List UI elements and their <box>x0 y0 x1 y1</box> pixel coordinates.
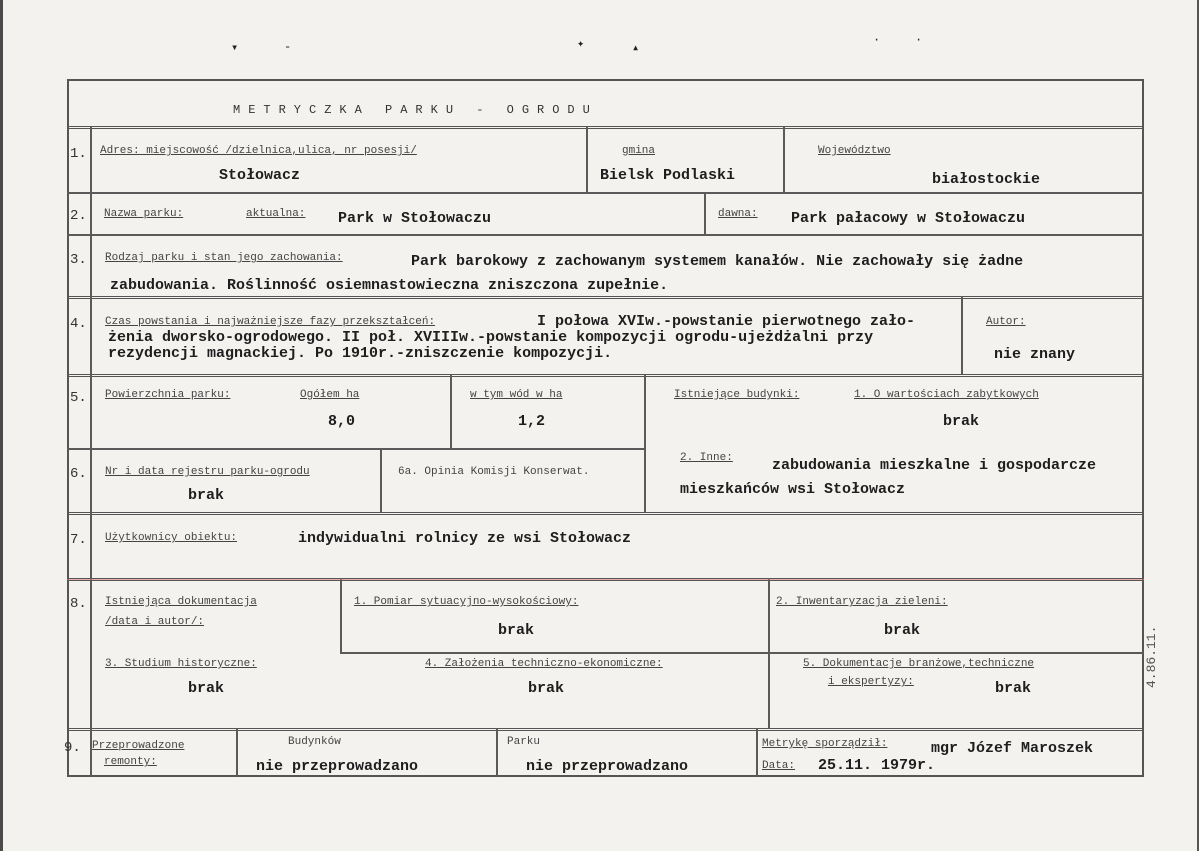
prepared-by-label: Metrykę sporządził: <box>762 738 888 750</box>
scan-speck: ▴ <box>632 41 640 55</box>
prepared-by-value: mgr Józef Maroszek <box>931 740 1094 757</box>
users-label: Użytkownicy obiektu: <box>105 532 238 544</box>
industry-docs-sublabel: i ekspertyzy: <box>828 676 914 688</box>
rule <box>961 296 963 374</box>
address-label: Adres: miejscowość /dzielnica,ulica, nr posesji/ <box>100 145 417 157</box>
park-name-label: Nazwa parku: <box>104 208 184 220</box>
survey-label: 1. Pomiar sytuacyjno-wysokościowy: <box>354 596 579 608</box>
other-buildings-line-1: zabudowania mieszkalne i gospodarcze <box>772 457 1097 474</box>
rule <box>783 126 785 192</box>
other-buildings-label: 2. Inne: <box>680 452 733 464</box>
rule <box>768 578 770 728</box>
historical-study-value: brak <box>188 680 225 697</box>
other-buildings-line-2: mieszkańców wsi Stołowacz <box>680 481 906 498</box>
rule <box>67 374 1144 377</box>
scan-speck: ✦ <box>577 37 585 51</box>
rule <box>67 234 1144 236</box>
industry-docs-value: brak <box>995 680 1032 697</box>
park-type-label: Rodzaj parku i stan jego zachowania: <box>105 252 343 264</box>
history-line-1: I połowa XVIw.-powstanie pierwotnego zało- <box>537 313 916 330</box>
water-area-value: 1,2 <box>518 413 546 430</box>
rule <box>756 728 758 777</box>
margin-handwritten-note: 4.86.11. <box>1144 625 1159 688</box>
scan-color-line <box>67 579 1144 580</box>
row-number: 6. <box>70 466 87 482</box>
documentation-sublabel: /data i autor/: <box>105 616 205 628</box>
scan-speck: - <box>284 40 292 54</box>
buildings-renovation-value: nie przeprowadzano <box>256 758 419 775</box>
rule <box>586 126 588 192</box>
rule <box>67 448 646 450</box>
rule <box>380 448 382 512</box>
survey-value: brak <box>498 622 535 639</box>
gmina-value: Bielsk Podlaski <box>600 167 736 184</box>
row-number: 5. <box>70 390 87 406</box>
area-label: Powierzchnia parku: <box>105 389 231 401</box>
voivodeship-label: Województwo <box>818 145 891 157</box>
park-type-line-1: Park barokowy z zachowanym systemem kanałów. Nie zachowały się żadne <box>411 253 1024 270</box>
park-renovation-label: Parku <box>507 736 541 748</box>
rule <box>67 728 1144 731</box>
date-value: 25.11. 1979r. <box>818 757 936 774</box>
form-title: METRYCZKA PARKU - OGRODU <box>233 103 598 117</box>
rule <box>67 296 1144 299</box>
renovations-sublabel: remonty: <box>104 756 157 768</box>
voivodeship-value: białostockie <box>932 171 1041 188</box>
technical-assumptions-value: brak <box>528 680 565 697</box>
history-line-3: rezydencji magnackiej. Po 1910r.-zniszczenie kompozycji. <box>108 345 613 362</box>
row-number: 7. <box>70 532 87 548</box>
park-type-line-2: zabudowania. Roślinność osiemnastowieczna zniszczona zupełnie. <box>110 277 669 294</box>
current-name-value: Park w Stołowaczu <box>338 210 492 227</box>
former-name-label: dawna: <box>718 208 758 220</box>
rule <box>704 192 706 234</box>
rule <box>67 192 1144 194</box>
address-value: Stołowacz <box>219 167 301 184</box>
conservator-opinion-label: 6a. Opinia Komisji Konserwat. <box>398 466 590 478</box>
author-label: Autor: <box>986 316 1026 328</box>
rule <box>67 512 1144 515</box>
row-number: 3. <box>70 252 87 268</box>
row-number: 2. <box>70 208 87 224</box>
water-area-label: w tym wód w ha <box>470 389 563 401</box>
industry-docs-label: 5. Dokumentacje branżowe,techniczne <box>803 658 1035 670</box>
scan-speck: · <box>915 33 923 47</box>
history-line-2: żenia dworsko-ogrodowego. II poł. XVIIIw.-powstanie kompozycji ogrodu-ujeżdżalni przy <box>108 329 874 346</box>
total-area-label: Ogółem ha <box>300 389 360 401</box>
greenery-inventory-value: brak <box>884 622 921 639</box>
historical-study-label: 3. Studium historyczne: <box>105 658 257 670</box>
rule <box>340 578 342 652</box>
register-label: Nr i data rejestru parku-ogrodu <box>105 466 310 478</box>
gmina-label: gmina <box>622 145 656 157</box>
author-value: nie znany <box>994 346 1076 363</box>
date-label: Data: <box>762 760 796 772</box>
users-value: indywidualni rolnicy ze wsi Stołowacz <box>298 530 632 547</box>
row-number: 4. <box>70 316 87 332</box>
row-number: 9. <box>64 740 81 756</box>
rule <box>450 374 452 448</box>
historic-buildings-label: 1. O wartościach zabytkowych <box>854 389 1039 401</box>
register-value: brak <box>188 487 225 504</box>
scan-edge-left <box>0 0 3 851</box>
documentation-label: Istniejąca dokumentacja <box>105 596 257 608</box>
technical-assumptions-label: 4. Założenia techniczno-ekonomiczne: <box>425 658 663 670</box>
number-column-rule <box>90 126 92 777</box>
rule <box>496 728 498 777</box>
rule <box>236 728 238 777</box>
scan-speck: ▾ <box>231 41 239 55</box>
scan-speck: · <box>873 33 881 47</box>
renovations-label: Przeprowadzone <box>92 740 185 752</box>
buildings-renovation-label: Budynków <box>288 736 341 748</box>
rule <box>644 374 646 512</box>
former-name-value: Park pałacowy w Stołowaczu <box>791 210 1026 227</box>
row-number: 8. <box>70 596 87 612</box>
total-area-value: 8,0 <box>328 413 356 430</box>
rule <box>340 652 1144 654</box>
park-renovation-value: nie przeprowadzano <box>526 758 689 775</box>
row-number: 1. <box>70 146 87 162</box>
rule <box>67 126 1144 129</box>
buildings-label: Istniejące budynki: <box>674 389 800 401</box>
greenery-inventory-label: 2. Inwentaryzacja zieleni: <box>776 596 948 608</box>
historic-buildings-value: brak <box>943 413 980 430</box>
history-label: Czas powstania i najważniejsze fazy przekształceń: <box>105 316 436 328</box>
current-name-label: aktualna: <box>246 208 306 220</box>
